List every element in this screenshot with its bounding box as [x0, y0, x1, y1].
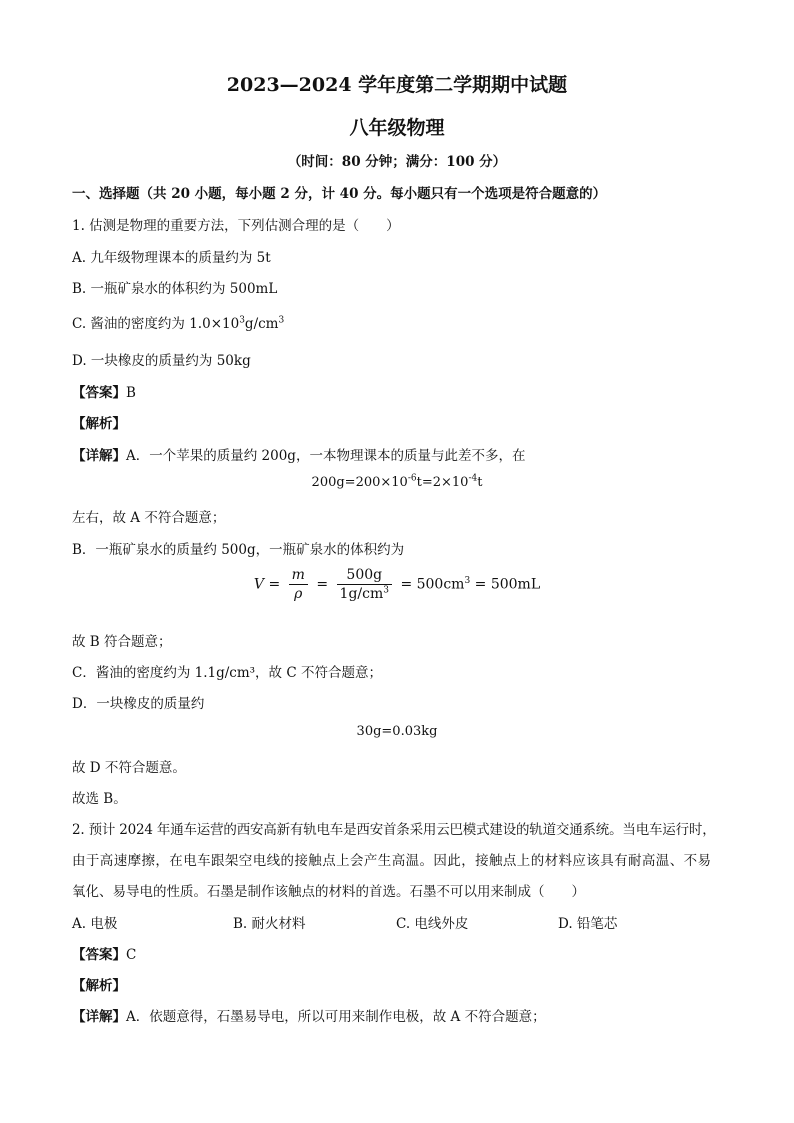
formula-mass-conversion — [0, 475, 794, 490]
formula-part: t — [477, 475, 483, 490]
formula-v: V — [253, 576, 264, 593]
denominator-text: 1g/cm — [339, 586, 384, 602]
formula-result-exponent: 3 — [464, 575, 471, 586]
question-1-stem: 1. 估测是物理的重要方法，下列估测合理的是（ ） — [72, 218, 400, 234]
exam-title: 2023—2024 学年度第二学期期中试题 — [226, 74, 568, 96]
option-c-text: C. 酱油的密度约为 1.0×10 — [72, 316, 240, 332]
question-1-option-b: B. 一瓶矿泉水的体积约为 500mL — [72, 281, 278, 297]
question-2-option-d: D. 铅笔芯 — [558, 916, 618, 932]
detail-a-text: A．依题意得，石墨易导电，所以可用来制作电极，故 A 不符合题意； — [126, 1009, 546, 1025]
question-1-answer — [72, 381, 732, 401]
question-2-answer — [72, 943, 732, 963]
detail-tag: 【详解】 — [72, 448, 126, 464]
question-2-detail-a — [72, 1005, 732, 1025]
question-1-option-c — [72, 312, 732, 332]
question-2-option-b: B. 耐火材料 — [233, 916, 306, 932]
question-1-detail-a — [72, 444, 732, 464]
question-1-option-a: A. 九年级物理课本的质量约为 5t — [72, 250, 271, 266]
fraction-numerator: m — [289, 567, 308, 585]
question-2-analysis-tag: 【解析】 — [72, 978, 126, 994]
question-2-option-c: C. 电线外皮 — [396, 916, 469, 932]
formula-equals: = — [268, 576, 281, 593]
formula-equals: = — [316, 576, 329, 593]
exam-info: （时间：80 分钟；满分：100 分） — [287, 154, 507, 170]
question-1-detail-c: C．酱油的密度约为 1.1g/cm³，故 C 不符合题意； — [72, 665, 382, 681]
answer-tag: 【答案】 — [72, 385, 126, 401]
answer-tag: 【答案】 — [72, 947, 126, 963]
answer-value: B — [126, 385, 136, 401]
question-1-detail-d: D．一块橡皮的质量约 — [72, 696, 205, 712]
answer-value: C — [126, 947, 137, 963]
fraction-values — [337, 567, 392, 602]
question-1-detail-b: B．一瓶矿泉水的质量约 500g，一瓶矿泉水的体积约为 — [72, 542, 405, 558]
question-2-stem-line-1: 2. 预计 2024 年通车运营的西安高新有轨电车是西安首条采用云巴模式建设的轨道交通系统。当电车运行时， — [72, 822, 716, 838]
formula-eraser-mass: 30g=0.03kg — [356, 724, 438, 739]
denominator-exponent: 3 — [383, 585, 389, 596]
detail-tag: 【详解】 — [72, 1009, 126, 1025]
option-c-unit: g/cm — [244, 316, 279, 332]
exam-subject: 八年级物理 — [349, 117, 445, 139]
fraction-denominator — [337, 585, 392, 602]
option-c-exponent: 3 — [239, 315, 245, 326]
formula-volume — [0, 567, 794, 602]
question-1-a-conclusion: 左右，故 A 不符合题意； — [72, 510, 226, 526]
formula-result: = 500cm — [400, 576, 465, 593]
formula-exponent: -6 — [407, 473, 417, 484]
formula-final: = 500mL — [474, 576, 541, 593]
question-1-choice: 故选 B。 — [72, 791, 127, 807]
formula-part: t=2×10 — [416, 475, 469, 490]
question-1-option-d: D. 一块橡皮的质量约为 50kg — [72, 353, 251, 369]
option-c-unit-exponent: 3 — [278, 315, 285, 326]
question-2-option-a: A. 电极 — [72, 916, 118, 932]
formula-exponent: -4 — [468, 473, 478, 484]
detail-a-text: A．一个苹果的质量约 200g，一本物理课本的质量与此差不多，在 — [126, 448, 526, 464]
formula-part: 200g=200×10 — [311, 475, 408, 490]
question-1-b-conclusion: 故 B 符合题意； — [72, 634, 172, 650]
fraction-numerator: 500g — [337, 567, 392, 585]
question-1-analysis-tag: 【解析】 — [72, 416, 126, 432]
fraction-m-over-rho — [289, 567, 308, 602]
question-2-stem-line-2: 由于高速摩擦，在电车跟架空电线的接触点上会产生高温。因此，接触点上的材料应该具有耐高温、不易 — [72, 853, 712, 869]
section-heading: 一、选择题（共 20 小题，每小题 2 分，计 40 分。每小题只有一个选项是符合题意的） — [72, 186, 607, 202]
question-1-d-conclusion: 故 D 不符合题意。 — [72, 760, 186, 776]
question-2-stem-line-3: 氧化、易导电的性质。石墨是制作该触点的材料的首选。石墨不可以用来制成（ ） — [72, 884, 585, 900]
fraction-denominator: ρ — [294, 586, 303, 602]
